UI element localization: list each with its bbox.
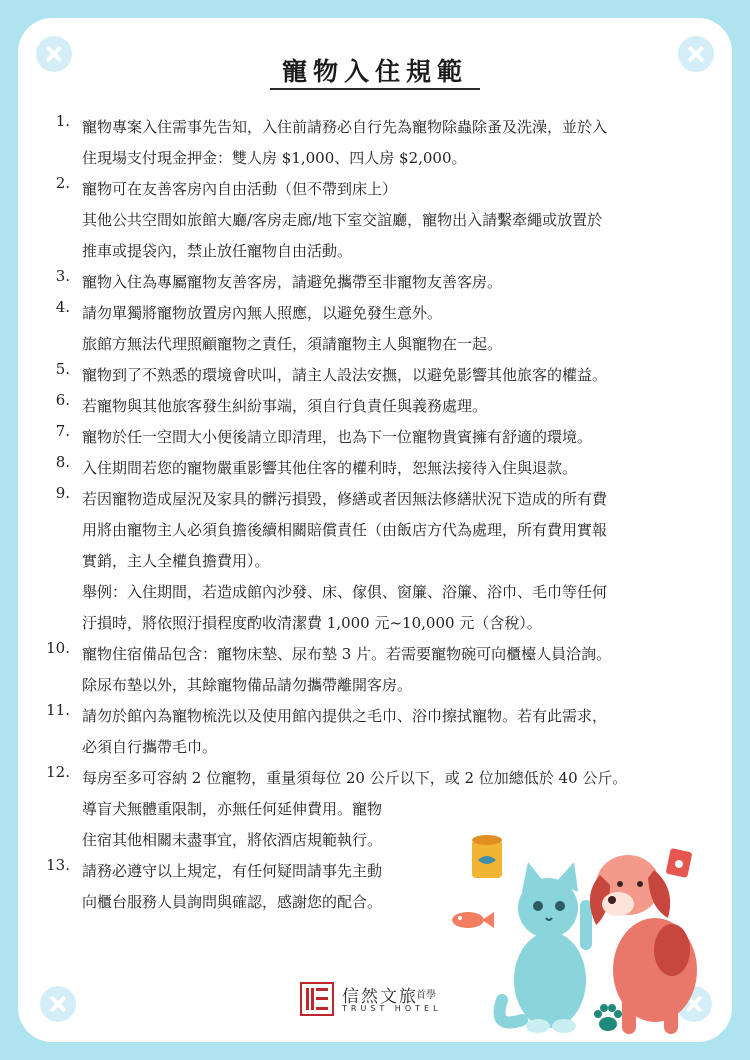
- logo-name: 信然文旅: [342, 987, 418, 1007]
- pet-illustration: [450, 820, 720, 1040]
- rule-text: 寵物到了不熟悉的環境會吠叫，請主人設法安撫，以避免影響其他旅客的權益。: [82, 366, 608, 384]
- rule-text: 推車或提袋內，禁止放任寵物自由活動。: [82, 242, 353, 260]
- page-title: 寵物入住規範: [281, 57, 468, 86]
- rule-item: [40, 112, 710, 174]
- rule-item: [40, 453, 710, 484]
- rule-number: 10.: [46, 639, 70, 657]
- rule-number: 4.: [55, 298, 70, 316]
- rule-number: 2.: [55, 174, 70, 192]
- rule-text: 請勿於館內為寵物梳洗以及使用館內提供之毛巾、浴巾擦拭寵物。若有此需求，: [82, 707, 608, 725]
- rule-text: 舉例：入住期間，若造成館內沙發、床、傢俱、窗簾、浴簾、浴巾、毛巾等任何: [82, 583, 608, 601]
- rule-text: 寵物住宿備品包含：寵物床墊、尿布墊 3 片。若需要寵物碗可向櫃檯人員洽詢。: [82, 645, 612, 663]
- rule-text: 向櫃台服務人員詢問與確認，感謝您的配合。: [82, 893, 383, 911]
- pet-food-can-icon: [472, 835, 502, 878]
- paw-icon: [590, 1000, 626, 1036]
- rule-item: [40, 391, 710, 422]
- rule-text: 請勿單獨將寵物放置房內無人照應，以避免發生意外。: [82, 304, 443, 322]
- logo-english: TRUST HOTEL: [342, 1004, 442, 1013]
- rule-number: 3.: [55, 267, 70, 285]
- rule-number: 12.: [46, 763, 70, 781]
- rule-item: [40, 298, 710, 360]
- rule-text: 若寵物與其他旅客發生糾紛事端，須自行負責任與義務處理。: [82, 397, 488, 415]
- rule-text: 寵物於任一空間大小便後請立即清理，也為下一位寵物貴賓擁有舒適的環境。: [82, 428, 593, 446]
- cat-icon: [500, 862, 593, 1033]
- hotel-logo: [300, 980, 470, 1020]
- rule-text: 導盲犬無體重限制，亦無任何延伸費用。寵物: [82, 800, 383, 818]
- rule-text: 寵物專案入住需事先告知，入住前請務必自行先為寵物除蟲除蚤及洗澡，並於入: [82, 118, 608, 136]
- rule-item: [40, 484, 710, 639]
- logo-sub: 首學: [416, 990, 436, 1001]
- trust-hotel-logo-icon: [300, 982, 334, 1016]
- rule-number: 1.: [55, 112, 70, 130]
- rule-text: 住宿其他相關未盡事宜，將依酒店規範執行。: [82, 831, 383, 849]
- rule-number: 8.: [55, 453, 70, 471]
- rule-number: 11.: [46, 701, 70, 719]
- rules-list: [40, 112, 710, 918]
- rule-text: 入住期間若您的寵物嚴重影響其他住客的權利時，恕無法接待入住與退款。: [82, 459, 578, 477]
- close-icon-bottom-left: [40, 986, 76, 1022]
- pet-food-bag-icon: [666, 848, 693, 878]
- rule-item: [40, 174, 710, 267]
- rule-number: 13.: [46, 856, 70, 874]
- rule-text: 用將由寵物主人必須負擔後續相關賠償責任（由飯店方代為處理，所有費用實報: [82, 521, 608, 539]
- rule-text: 若因寵物造成屋況及家具的髒污損毀，修繕或者因無法修繕狀況下造成的所有費: [82, 490, 608, 508]
- rule-item: [40, 639, 710, 701]
- rule-text: 汙損時，將依照汙損程度酌收清潔費 1,000 元~10,000 元（含稅）。: [82, 614, 542, 632]
- rule-item: [40, 267, 710, 298]
- rule-number: 7.: [55, 422, 70, 440]
- rule-number: 9.: [55, 484, 70, 502]
- rule-text: 住現場支付現金押金：雙人房 $1,000、四人房 $2,000。: [82, 149, 467, 167]
- rule-item: [40, 422, 710, 453]
- fish-icon: [452, 912, 494, 928]
- rule-text: 除尿布墊以外，其餘寵物備品請勿攜帶離開客房。: [82, 676, 413, 694]
- rule-number: 5.: [55, 360, 70, 378]
- rule-text: 旅館方無法代理照顧寵物之責任，須請寵物主人與寵物在一起。: [82, 335, 503, 353]
- rule-text: 其他公共空間如旅館大廳/客房走廊/地下室交誼廳，寵物出入請繫牽繩或放置於: [82, 211, 603, 229]
- rule-text: 請務必遵守以上規定，有任何疑問請事先主動: [82, 862, 383, 880]
- rule-text: 實銷，主人全權負擔費用）。: [82, 552, 270, 570]
- rule-item: [40, 701, 710, 763]
- title-underline: [270, 88, 480, 90]
- rule-text: 必須自行攜帶毛巾。: [82, 738, 218, 756]
- rule-text: 寵物可在友善客房內自由活動（但不帶到床上）: [82, 180, 398, 198]
- rule-item: [40, 360, 710, 391]
- rule-text: 每房至多可容納 2 位寵物，重量須每位 20 公斤以下，或 2 位加總低於 40 公斤。: [82, 769, 628, 787]
- rule-number: 6.: [55, 391, 70, 409]
- rule-text: 寵物入住為專屬寵物友善客房，請避免攜帶至非寵物友善客房。: [82, 273, 503, 291]
